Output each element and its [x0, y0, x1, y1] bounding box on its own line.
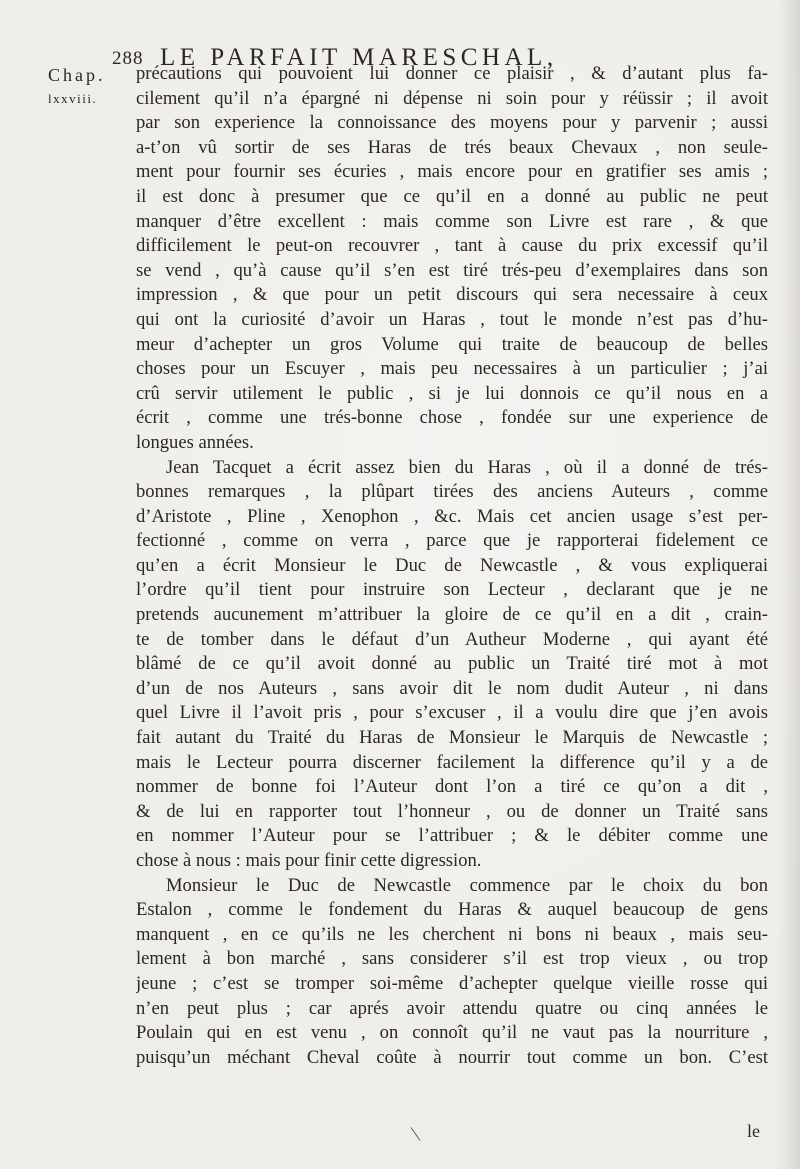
text-line: précautions qui pouvoient lui donner ce plaisir , & d’autant plus fa- [136, 63, 768, 84]
text-line: écrit , comme une trés-bonne chose , fondée sur une experience de [136, 407, 768, 429]
text-line: qu’en a écrit Monsieur le Duc de Newcastle , & vous expliquerai [136, 554, 768, 576]
text-line: difficilement le peut-on recouvrer , tant à cause du prix excessif qu’il [136, 235, 768, 257]
text-line: mais le Lecteur pourra discerner facilement la difference qu’il y a de [136, 751, 768, 773]
text-line: ment pour fournir ses écuries , mais encore pour en gratifier ses amis ; [136, 161, 768, 183]
text-line: fait autant du Traité du Haras de Monsieur le Marquis de Newcastle ; [136, 727, 768, 749]
paragraph-start-line: Monsieur le Duc de Newcastle commence par le choix du bon [166, 874, 768, 896]
body-text [136, 62, 768, 1070]
text-line: quel Livre il l’avoit pris , pour s’excuser , il a voulu dire que j’en avois [136, 702, 768, 724]
text-line: l’ordre qu’il tient pour instruire son Lecteur , declarant que je ne [136, 579, 768, 601]
text-line: bonnes remarques , la plûpart tirées des anciens Auteurs , comme [136, 481, 768, 503]
paragraph-end-line: longues années. [136, 431, 254, 453]
text-line: Estalon , comme le fondement du Haras & auquel beaucoup de gens [136, 899, 768, 921]
text-line: n’en peut plus ; car aprés avoir attendu quatre ou cinq années le [136, 997, 768, 1019]
chapter-margin-note [48, 64, 106, 110]
text-line: lement à bon marché , sans considerer s’il est trop vieux , ou trop [136, 948, 768, 970]
text-line: Poulain qui en est venu , on connoît qu’il ne vaut pas la nourriture , [136, 1022, 768, 1044]
text-line: fectionné , comme on verra , parce que je rapporterai fidelement ce [136, 530, 768, 552]
text-line: d’un de nos Auteurs , sans avoir dit le nom dudit Auteur , ni dans [136, 677, 768, 699]
chapter-number: lxxviii. [48, 91, 98, 106]
text-line: choses pour un Escuyer , mais peu necessaires à un particulier ; j’ai [136, 358, 768, 380]
text-line: & de lui en rapporter tout l’honneur , ou de donner un Traité sans [136, 800, 768, 822]
running-title: LE PARFAIT MARESCHAL, [160, 44, 558, 71]
paragraph-end-line: chose à nous : mais pour finir cette digression. [136, 850, 482, 871]
text-line: pretends aucunement m’attribuer la gloire de ce qu’il en a dit , crain- [136, 604, 768, 626]
page-number: 288 [112, 48, 144, 69]
catchword: le [747, 1121, 760, 1141]
text-line: nommer de bonne foi l’Auteur dont l’on a tiré ce qu’on a dit , [136, 776, 768, 798]
chapter-label: Chap. [48, 65, 106, 85]
text-line: se vend , qu’à cause qu’il s’en est tiré trés-peu d’exemplaires dans son [136, 259, 768, 281]
text-line: jeune ; c’est se tromper soi-même d’achepter quelque vieille rosse qui [136, 972, 768, 994]
text-line: blâmé de ce qu’il avoit donné au public un Traité tiré mot à mot [136, 653, 768, 675]
text-line: impression , & que pour un petit discours qui sera necessaire à ceux [136, 284, 768, 306]
text-line: manquer d’être excellent : mais comme son Livre est rare , & que [136, 210, 768, 232]
text-line: meur d’achepter un gros Volume qui traite de beaucoup de belles [136, 333, 768, 355]
text-line: puisqu’un méchant Cheval coûte à nourrir tout comme un bon. C’est [136, 1046, 768, 1068]
text-line: cilement qu’il n’a épargné ni dépense ni soin pour y réüssir ; il avoit [136, 87, 768, 109]
text-line: manquent , en ce qu’ils ne les cherchent ni bons ni beaux , mais seu- [136, 923, 768, 945]
text-line: crû servir utilement le public , si je lui donnois ce qu’il nous en a [136, 382, 768, 404]
page-edge-shadow [778, 0, 800, 1169]
text-line: a-t’on vû sortir de ses Haras de trés beaux Chevaux , non seule- [136, 136, 768, 158]
text-line: te de tomber dans le défaut d’un Autheur Moderne , qui ayant été [136, 628, 768, 650]
paragraph-start-line: Jean Tacquet a écrit assez bien du Haras , où il a donné de trés- [166, 456, 768, 478]
text-line: qui ont la curiosité d’avoir un Haras , tout le monde n’est pas d’hu- [136, 308, 768, 330]
text-line: en nommer l’Auteur pour se l’attribuer ; & le débiter comme une [136, 825, 768, 847]
text-line: d’Aristote , Pline , Xenophon , &c. Mais cet ancien usage s’est per- [136, 505, 768, 527]
text-line: par son experience la connoissance des moyens pour y parvenir ; aussi [136, 112, 768, 134]
ink-mark [411, 1127, 421, 1141]
text-line: il est donc à presumer que ce qu’il en a donné au public ne peut [136, 185, 768, 207]
